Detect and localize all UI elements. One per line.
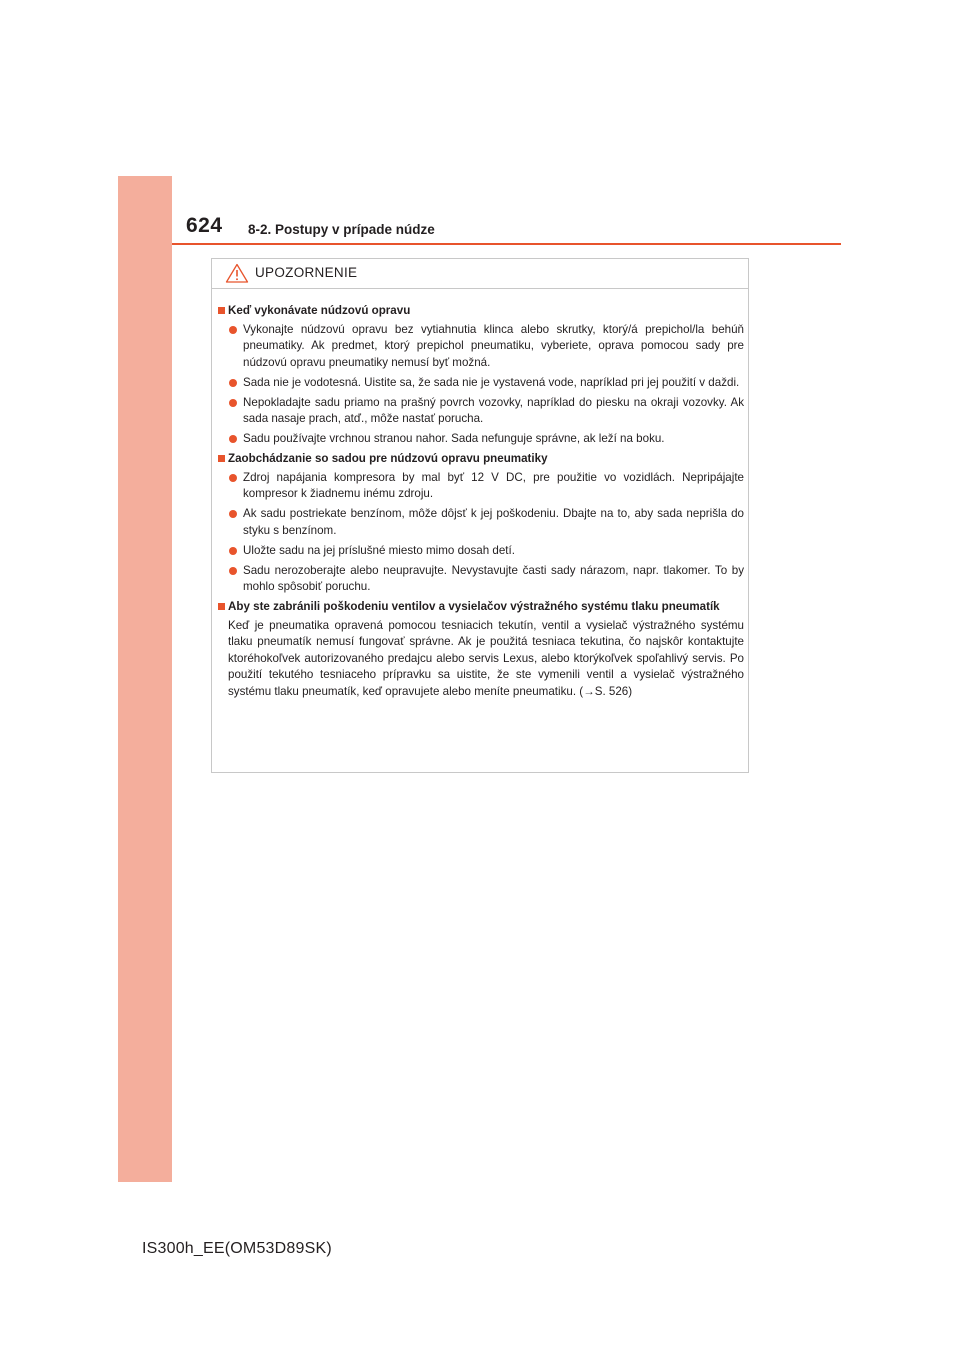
warning-section [218, 451, 744, 596]
list-item: Uložte sadu na jej príslušné miesto mimo dosah detí. [218, 543, 744, 560]
page-number: 624 [186, 214, 223, 237]
list-item: Sadu používajte vrchnou stranou nahor. Sada nefunguje správne, ak leží na boku. [218, 431, 744, 448]
bullet-dot-icon [229, 567, 237, 575]
warning-body [218, 303, 744, 703]
warning-section [218, 599, 744, 700]
list-item: Ak sadu postriekate benzínom, môže dôjsť k jej poškodeniu. Dbajte na to, aby sada neprišla do styku s benzínom. [218, 506, 744, 539]
section-heading: Aby ste zabránili poškodeniu ventilov a vysielačov výstražného systému tlaku pneumatík [218, 599, 744, 616]
list-item: Sadu nerozoberajte alebo neupravujte. Nevystavujte časti sady nárazom, napr. tlakomer. To by mohlo spôsobiť poruchu. [218, 563, 744, 596]
bullet-dot-icon [229, 326, 237, 334]
list-item: Sada nie je vodotesná. Uistite sa, že sada nie je vystavená vode, napríklad pri jej použití v daždi. [218, 375, 744, 392]
header-rule [172, 243, 841, 245]
side-color-band [118, 176, 172, 1182]
section-paragraph: Keď je pneumatika opravená pomocou tesniacich tekutín, ventil a vysielač výstražného systému tlaku pneumatík nemusí fungovať správne. Ak je použitá tesniaca tekutina, čo najskôr kontaktujte ktoréhokoľvek autorizovaného predajcu alebo servis Lexus, alebo ktorýkoľvek spoľahlivý servis. Po použití tekutého tesniaceho prípravku sa uistite, že ste vymenili ventil a vysielač výstražného systému tlaku pneumatík, keď opravujete alebo meníte pneumatiku. (→S. 526) [228, 618, 744, 698]
bullet-dot-icon [229, 547, 237, 555]
bullet-dot-icon [229, 435, 237, 443]
bullet-dot-icon [229, 379, 237, 387]
square-bullet-icon [218, 307, 225, 314]
warning-header [212, 259, 748, 289]
square-bullet-icon [218, 603, 225, 610]
section-heading: Keď vykonávate núdzovú opravu [218, 303, 744, 320]
square-bullet-icon [218, 455, 225, 462]
warning-section [218, 303, 744, 448]
list-item: Zdroj napájania kompresora by mal byť 12 V DC, pre použitie vo vozidlách. Nepripájajte kompresor k žiadnemu inému zdroju. [218, 470, 744, 503]
list-item: Nepokladajte sadu priamo na prašný povrch vozovky, napríklad do piesku na okraji vozovky. Ak sada nasaje prach, atď., môže nastať porucha. [218, 395, 744, 428]
warning-box [211, 258, 749, 773]
section-heading: Zaobchádzanie so sadou pre núdzovú opravu pneumatiky [218, 451, 744, 468]
warning-title: UPOZORNENIE [255, 265, 358, 280]
section-title: 8-2. Postupy v prípade núdze [248, 222, 435, 237]
list-item: Vykonajte núdzovú opravu bez vytiahnutia klinca alebo skrutky, ktorý/á prepichol/la behúň pneumatiky. Ak predmet, ktorý prepichol pneumatiku, vyberiete, oprava pomocou sady pre núdzovú opravu pneumatiky nemusí byť možná. [218, 322, 744, 372]
bullet-dot-icon [229, 474, 237, 482]
warning-triangle-icon [225, 263, 249, 283]
bullet-dot-icon [229, 399, 237, 407]
bullet-dot-icon [229, 510, 237, 518]
document-code: IS300h_EE(OM53D89SK) [142, 1240, 332, 1257]
